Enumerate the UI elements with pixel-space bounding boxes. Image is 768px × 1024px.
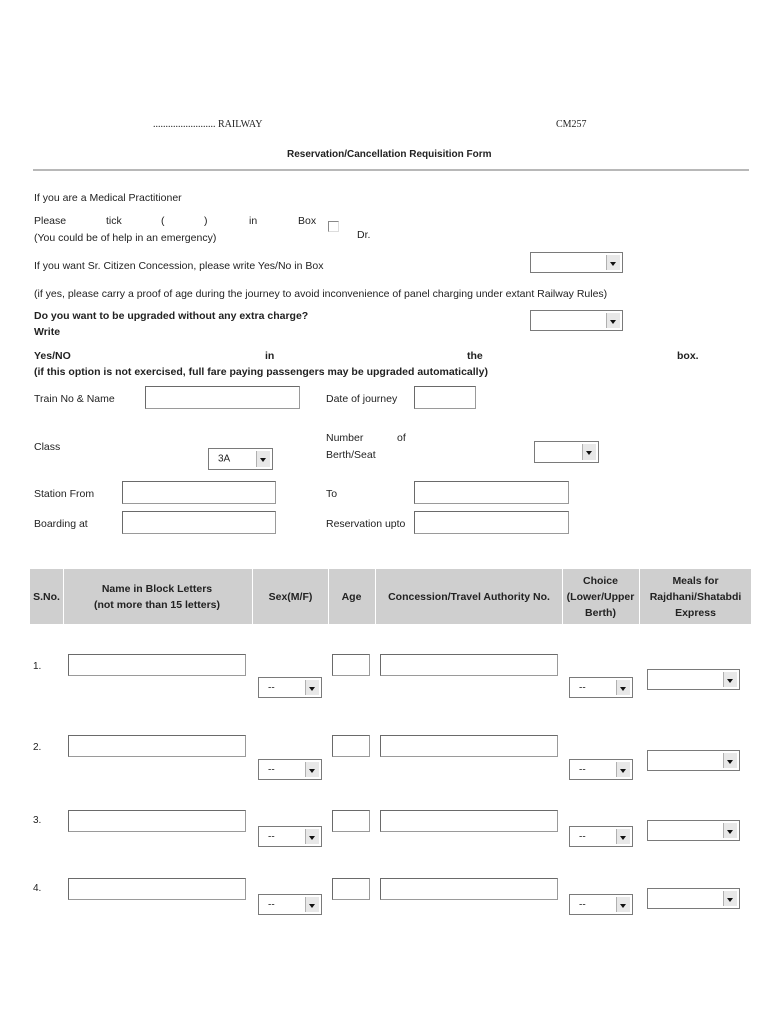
chevron-down-icon [723,672,737,687]
meal-select[interactable] [647,669,740,690]
upto-label: Reservation upto [326,518,406,530]
row-number: 4. [33,883,42,894]
chevron-down-icon [256,451,270,467]
upgrade-word-in: in [265,350,275,362]
age-input[interactable] [332,878,370,900]
sex-select[interactable] [258,894,322,915]
berth-choice-select[interactable] [569,826,633,847]
chevron-down-icon [606,255,620,270]
class-label: Class [34,441,61,453]
sex-select[interactable] [258,677,322,698]
medical-question: If you are a Medical Practitioner [34,192,182,204]
passenger-name-input[interactable] [68,810,246,832]
berth-choice-select[interactable] [569,677,633,698]
sex-value: -- [268,899,275,910]
senior-concession-select[interactable] [530,252,623,273]
tick-word-close-paren: ) [204,215,208,227]
to-label: To [326,488,338,500]
upgrade-question: Do you want to be upgraded without any extra charge? [34,310,309,322]
header-sex: Sex(M/F) [268,590,313,603]
chevron-down-icon [723,891,737,906]
berth-choice-value: -- [579,682,586,693]
header-age: Age [341,590,362,603]
age-input[interactable] [332,654,370,676]
meal-select[interactable] [647,820,740,841]
row-number: 2. [33,742,42,753]
age-input[interactable] [332,810,370,832]
tick-word-tick: tick [106,215,122,227]
meal-select[interactable] [647,750,740,771]
senior-note: (if yes, please carry a proof of age during the journey to avoid inconvenience of panel charging under extant Railway Rules) [34,288,608,300]
concession-input[interactable] [380,878,558,900]
upgrade-question-cont: Write [34,326,61,338]
class-select[interactable] [208,448,273,470]
sex-value: -- [268,831,275,842]
form-code: CM257 [556,119,587,130]
upgrade-word-box: box. [677,350,699,362]
age-input[interactable] [332,735,370,757]
header-sno: S.No. [33,590,60,603]
class-value: 3A [218,453,231,465]
doctor-checkbox-label: Dr. [357,229,371,241]
chevron-down-icon [582,444,596,460]
concession-input[interactable] [380,654,558,676]
berth-choice-select[interactable] [569,894,633,915]
upgrade-select[interactable] [530,310,623,331]
chevron-down-icon [723,823,737,838]
train-input[interactable] [145,386,300,409]
train-label: Train No & Name [34,393,115,405]
boarding-input[interactable] [122,511,276,534]
berth-label-number: Number [326,432,364,444]
concession-input[interactable] [380,735,558,757]
passenger-name-input[interactable] [68,654,246,676]
passenger-name-input[interactable] [68,878,246,900]
boarding-label: Boarding at [34,518,88,530]
berth-label-of: of [397,432,406,444]
date-input[interactable] [414,386,476,409]
railway-label: ......................... RAILWAY [153,119,263,130]
upgrade-word-the: the [467,350,483,362]
medical-help-note: (You could be of help in an emergency) [34,232,217,244]
passenger-table-header [30,569,751,624]
berth-count-select[interactable] [534,441,599,463]
berth-choice-value: -- [579,899,586,910]
chevron-down-icon [616,762,630,777]
from-input[interactable] [122,481,276,504]
chevron-down-icon [305,829,319,844]
form-title: Reservation/Cancellation Requisition Form [287,149,492,160]
chevron-down-icon [616,680,630,695]
tick-word-please: Please [34,215,67,227]
tick-word-open-paren: ( [161,215,165,227]
upto-input[interactable] [414,511,569,534]
header-name: Name in Block Letters (not more than 15 letters) [93,582,221,611]
chevron-down-icon [305,762,319,777]
sex-select[interactable] [258,826,322,847]
chevron-down-icon [305,897,319,912]
from-label: Station From [34,488,95,500]
date-label: Date of journey [326,393,398,405]
chevron-down-icon [616,829,630,844]
chevron-down-icon [616,897,630,912]
header-concession: Concession/Travel Authority No. [388,590,550,603]
sex-value: -- [268,764,275,775]
chevron-down-icon [723,753,737,768]
header-meals: Meals for Rajdhani/Shatabdi Express [649,574,742,619]
to-input[interactable] [414,481,569,504]
meal-select[interactable] [647,888,740,909]
chevron-down-icon [305,680,319,695]
sex-value: -- [268,682,275,693]
doctor-checkbox[interactable] [328,221,339,232]
row-number: 1. [33,661,42,672]
row-number: 3. [33,815,42,826]
berth-choice-select[interactable] [569,759,633,780]
tick-word-in: in [249,215,258,227]
header-divider [33,169,749,171]
passenger-name-input[interactable] [68,735,246,757]
tick-word-box: Box [298,215,317,227]
header-choice: Choice (Lower/Upper Berth) [566,574,635,619]
concession-input[interactable] [380,810,558,832]
chevron-down-icon [606,313,620,328]
berth-label-rest: Berth/Seat [326,449,376,461]
upgrade-note: (if this option is not exercised, full fare paying passengers may be upgraded automatically) [34,366,488,378]
upgrade-word-yesno: Yes/NO [34,350,71,362]
berth-choice-value: -- [579,831,586,842]
berth-choice-value: -- [579,764,586,775]
senior-question: If you want Sr. Citizen Concession, please write Yes/No in Box [34,260,324,272]
sex-select[interactable] [258,759,322,780]
